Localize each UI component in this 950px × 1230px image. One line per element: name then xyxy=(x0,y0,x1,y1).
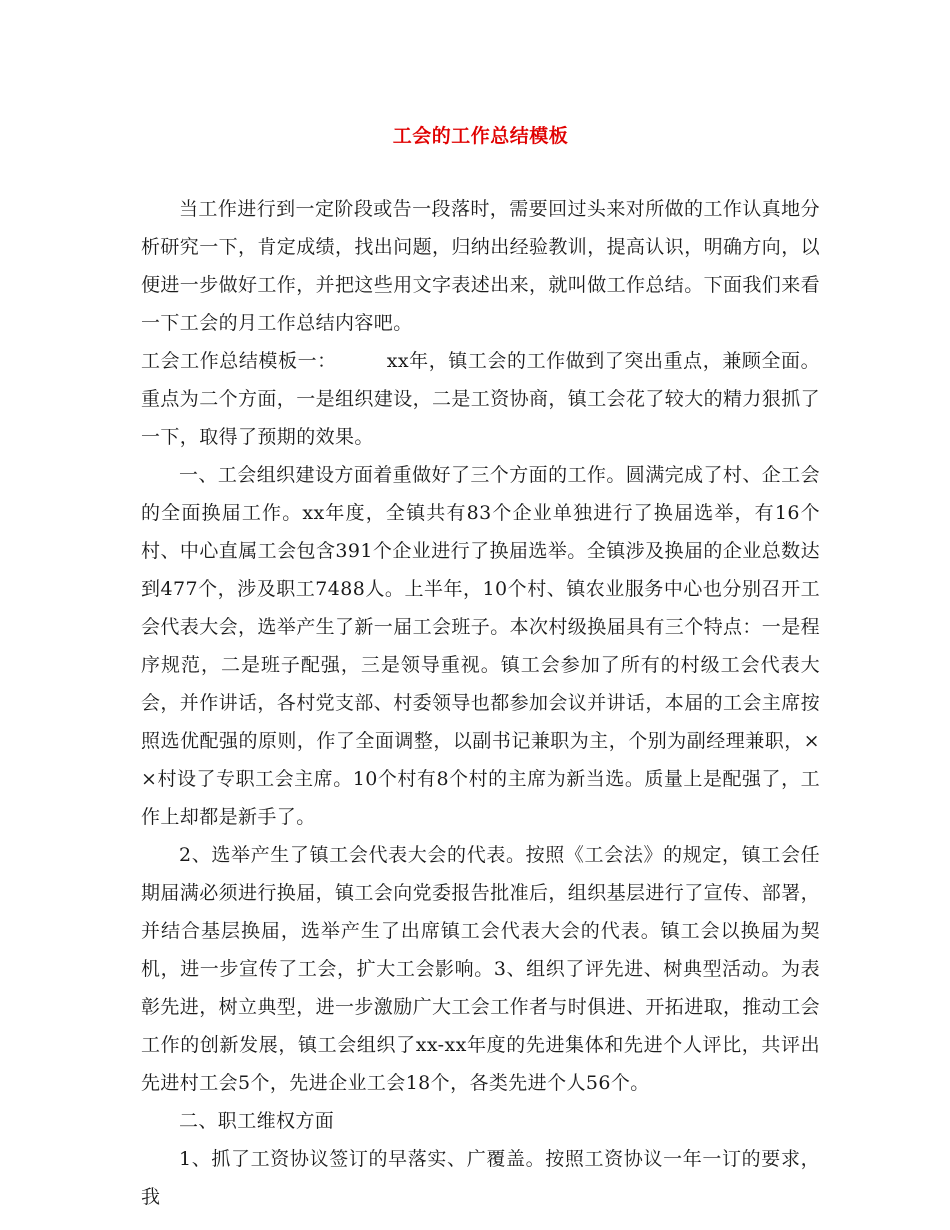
paragraph-intro: 当工作进行到一定阶段或告一段落时，需要回过头来对所做的工作认真地分析研究一下，肯定成绩，找出问题，归纳出经验教训，提高认识，明确方向，以便进一步做好工作，并把这些用文字表述出来，就叫做工作总结。下面我们来看一下工会的月工作总结内容吧。 xyxy=(141,198,821,334)
document-title: 工会的工作总结模板 xyxy=(392,125,569,147)
paragraph-wage-agreement: 1、抓了工资协议签订的早落实、广覆盖。按照工资协议一年一订的要求，我 xyxy=(141,1148,820,1208)
paragraph-template-one xyxy=(141,342,820,456)
template-one-text: xx年，镇工会的工作做到了突出重点，兼顾全面。重点为二个方面，一是组织建设，二是工资协商，镇工会花了较大的精力狠抓了一下，取得了预期的效果。 xyxy=(141,350,821,448)
paragraph-organization: 一、工会组织建设方面着重做好了三个方面的工作。圆满完成了村、企工会的全面换届工作。xx年度，全镇共有83个企业单独进行了换届选举，有16个村、中心直属工会包含391个企业进行了换届选举。全镇涉及换届的企业总数达到477个，涉及职工7488人。上半年，10个村、镇农业服务中心也分别召开工会代表大会，选举产生了新一届工会班子。本次村级换届具有三个特点：一是程序规范，二是班子配强，三是领导重视。镇工会参加了所有的村级工会代表大会，并作讲话，各村党支部、村委领导也都参加会议并讲话，本届的工会主席按照选优配强的原则，作了全面调整，以副书记兼职为主，个别为副经理兼职，××村设了专职工会主席。10个村有8个村的主席为新当选。质量上是配强了，工作上却都是新手了。 xyxy=(141,464,821,828)
paragraph-section-two-heading: 二、职工维权方面 xyxy=(179,1110,335,1132)
template-one-lead: 工会工作总结模板一： xyxy=(141,350,337,372)
paragraph-election: 2、选举产生了镇工会代表大会的代表。按照《工会法》的规定，镇工会任期届满必须进行换届，镇工会向党委报告批准后，组织基层进行了宣传、部署，并结合基层换届，选举产生了出席镇工会代表大会的代表。镇工会以换届为契机，进一步宣传了工会，扩大工会影响。3、组织了评先进、树典型活动。为表彰先进，树立典型，进一步激励广大工会工作者与时俱进、开拓进取，推动工会工作的创新发展，镇工会组织了xx-xx年度的先进集体和先进个人评比，共评出先进村工会5个，先进企业工会18个，各类先进个人56个。 xyxy=(141,844,821,1094)
